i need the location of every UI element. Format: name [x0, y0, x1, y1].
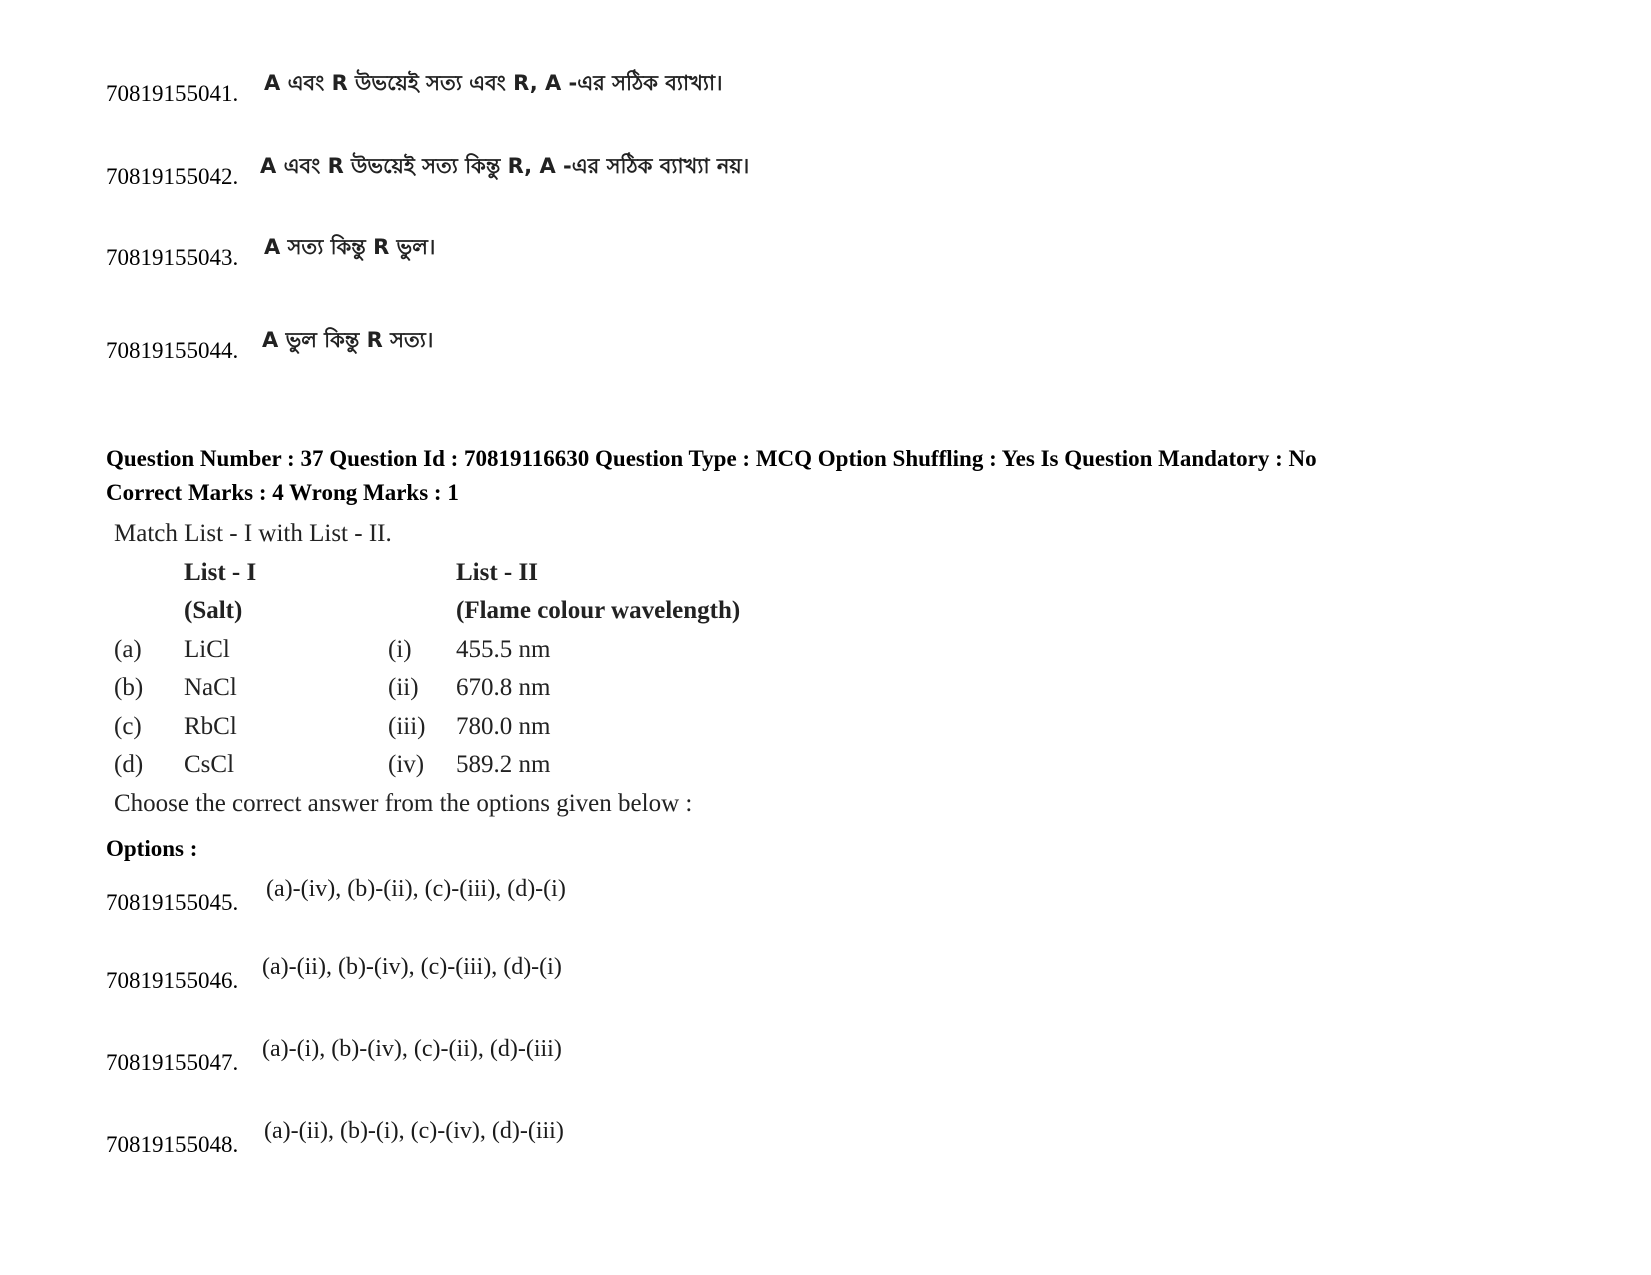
- option-text: A ভুল কিন্তু R সত্য।: [262, 328, 434, 352]
- option-text: A এবং R উভয়েই সত্য এবং R, A -এর সঠিক ব্যাখ্যা।: [264, 71, 723, 95]
- option-id: 70819155041.: [106, 81, 239, 106]
- question-prompt: Match List - I with List - II.: [114, 520, 392, 547]
- option-id: 70819155045.: [106, 890, 239, 915]
- option-text: A সত্য কিন্তু R ভুল।: [264, 235, 436, 259]
- question-marks: Correct Marks : 4 Wrong Marks : 1: [106, 480, 459, 505]
- salt-name: NaCl: [184, 674, 237, 701]
- list2-subheader: (Flame colour wavelength): [456, 597, 741, 624]
- option-text: (a)-(iv), (b)-(ii), (c)-(iii), (d)-(i): [266, 876, 566, 902]
- list2-header: List - II: [456, 559, 538, 586]
- list1-header: List - I: [184, 559, 257, 586]
- list1-subheader: (Salt): [184, 597, 243, 624]
- row-label: (c): [114, 713, 142, 740]
- question-instruction: Choose the correct answer from the options given below :: [114, 790, 693, 817]
- option-text: (a)-(ii), (b)-(i), (c)-(iv), (d)-(iii): [264, 1118, 564, 1144]
- wavelength-value: 589.2 nm: [456, 751, 551, 778]
- option-id: 70819155048.: [106, 1132, 239, 1157]
- row-number: (iv): [388, 751, 425, 778]
- option-id: 70819155042.: [106, 164, 239, 189]
- salt-name: RbCl: [184, 713, 237, 740]
- row-number: (ii): [388, 674, 419, 701]
- options-label: Options :: [106, 836, 198, 861]
- option-id: 70819155047.: [106, 1050, 239, 1075]
- row-label: (a): [114, 636, 142, 663]
- salt-name: CsCl: [184, 751, 235, 778]
- row-label: (b): [114, 674, 144, 701]
- option-text: A এবং R উভয়েই সত্য কিন্তু R, A -এর সঠিক ব্যাখ্যা নয়।: [260, 154, 750, 178]
- option-text: (a)-(ii), (b)-(iv), (c)-(iii), (d)-(i): [262, 954, 562, 980]
- row-number: (i): [388, 636, 412, 663]
- option-id: 70819155043.: [106, 245, 239, 270]
- option-id: 70819155044.: [106, 338, 239, 363]
- wavelength-value: 780.0 nm: [456, 713, 551, 740]
- option-text: (a)-(i), (b)-(iv), (c)-(ii), (d)-(iii): [262, 1036, 562, 1062]
- option-id: 70819155046.: [106, 968, 239, 993]
- salt-name: LiCl: [184, 636, 230, 663]
- wavelength-value: 455.5 nm: [456, 636, 551, 663]
- wavelength-value: 670.8 nm: [456, 674, 551, 701]
- row-label: (d): [114, 751, 144, 778]
- row-number: (iii): [388, 713, 426, 740]
- question-meta: Question Number : 37 Question Id : 70819116630 Question Type : MCQ Option Shuffling : Yes Is Question Mandatory : No: [106, 446, 1317, 471]
